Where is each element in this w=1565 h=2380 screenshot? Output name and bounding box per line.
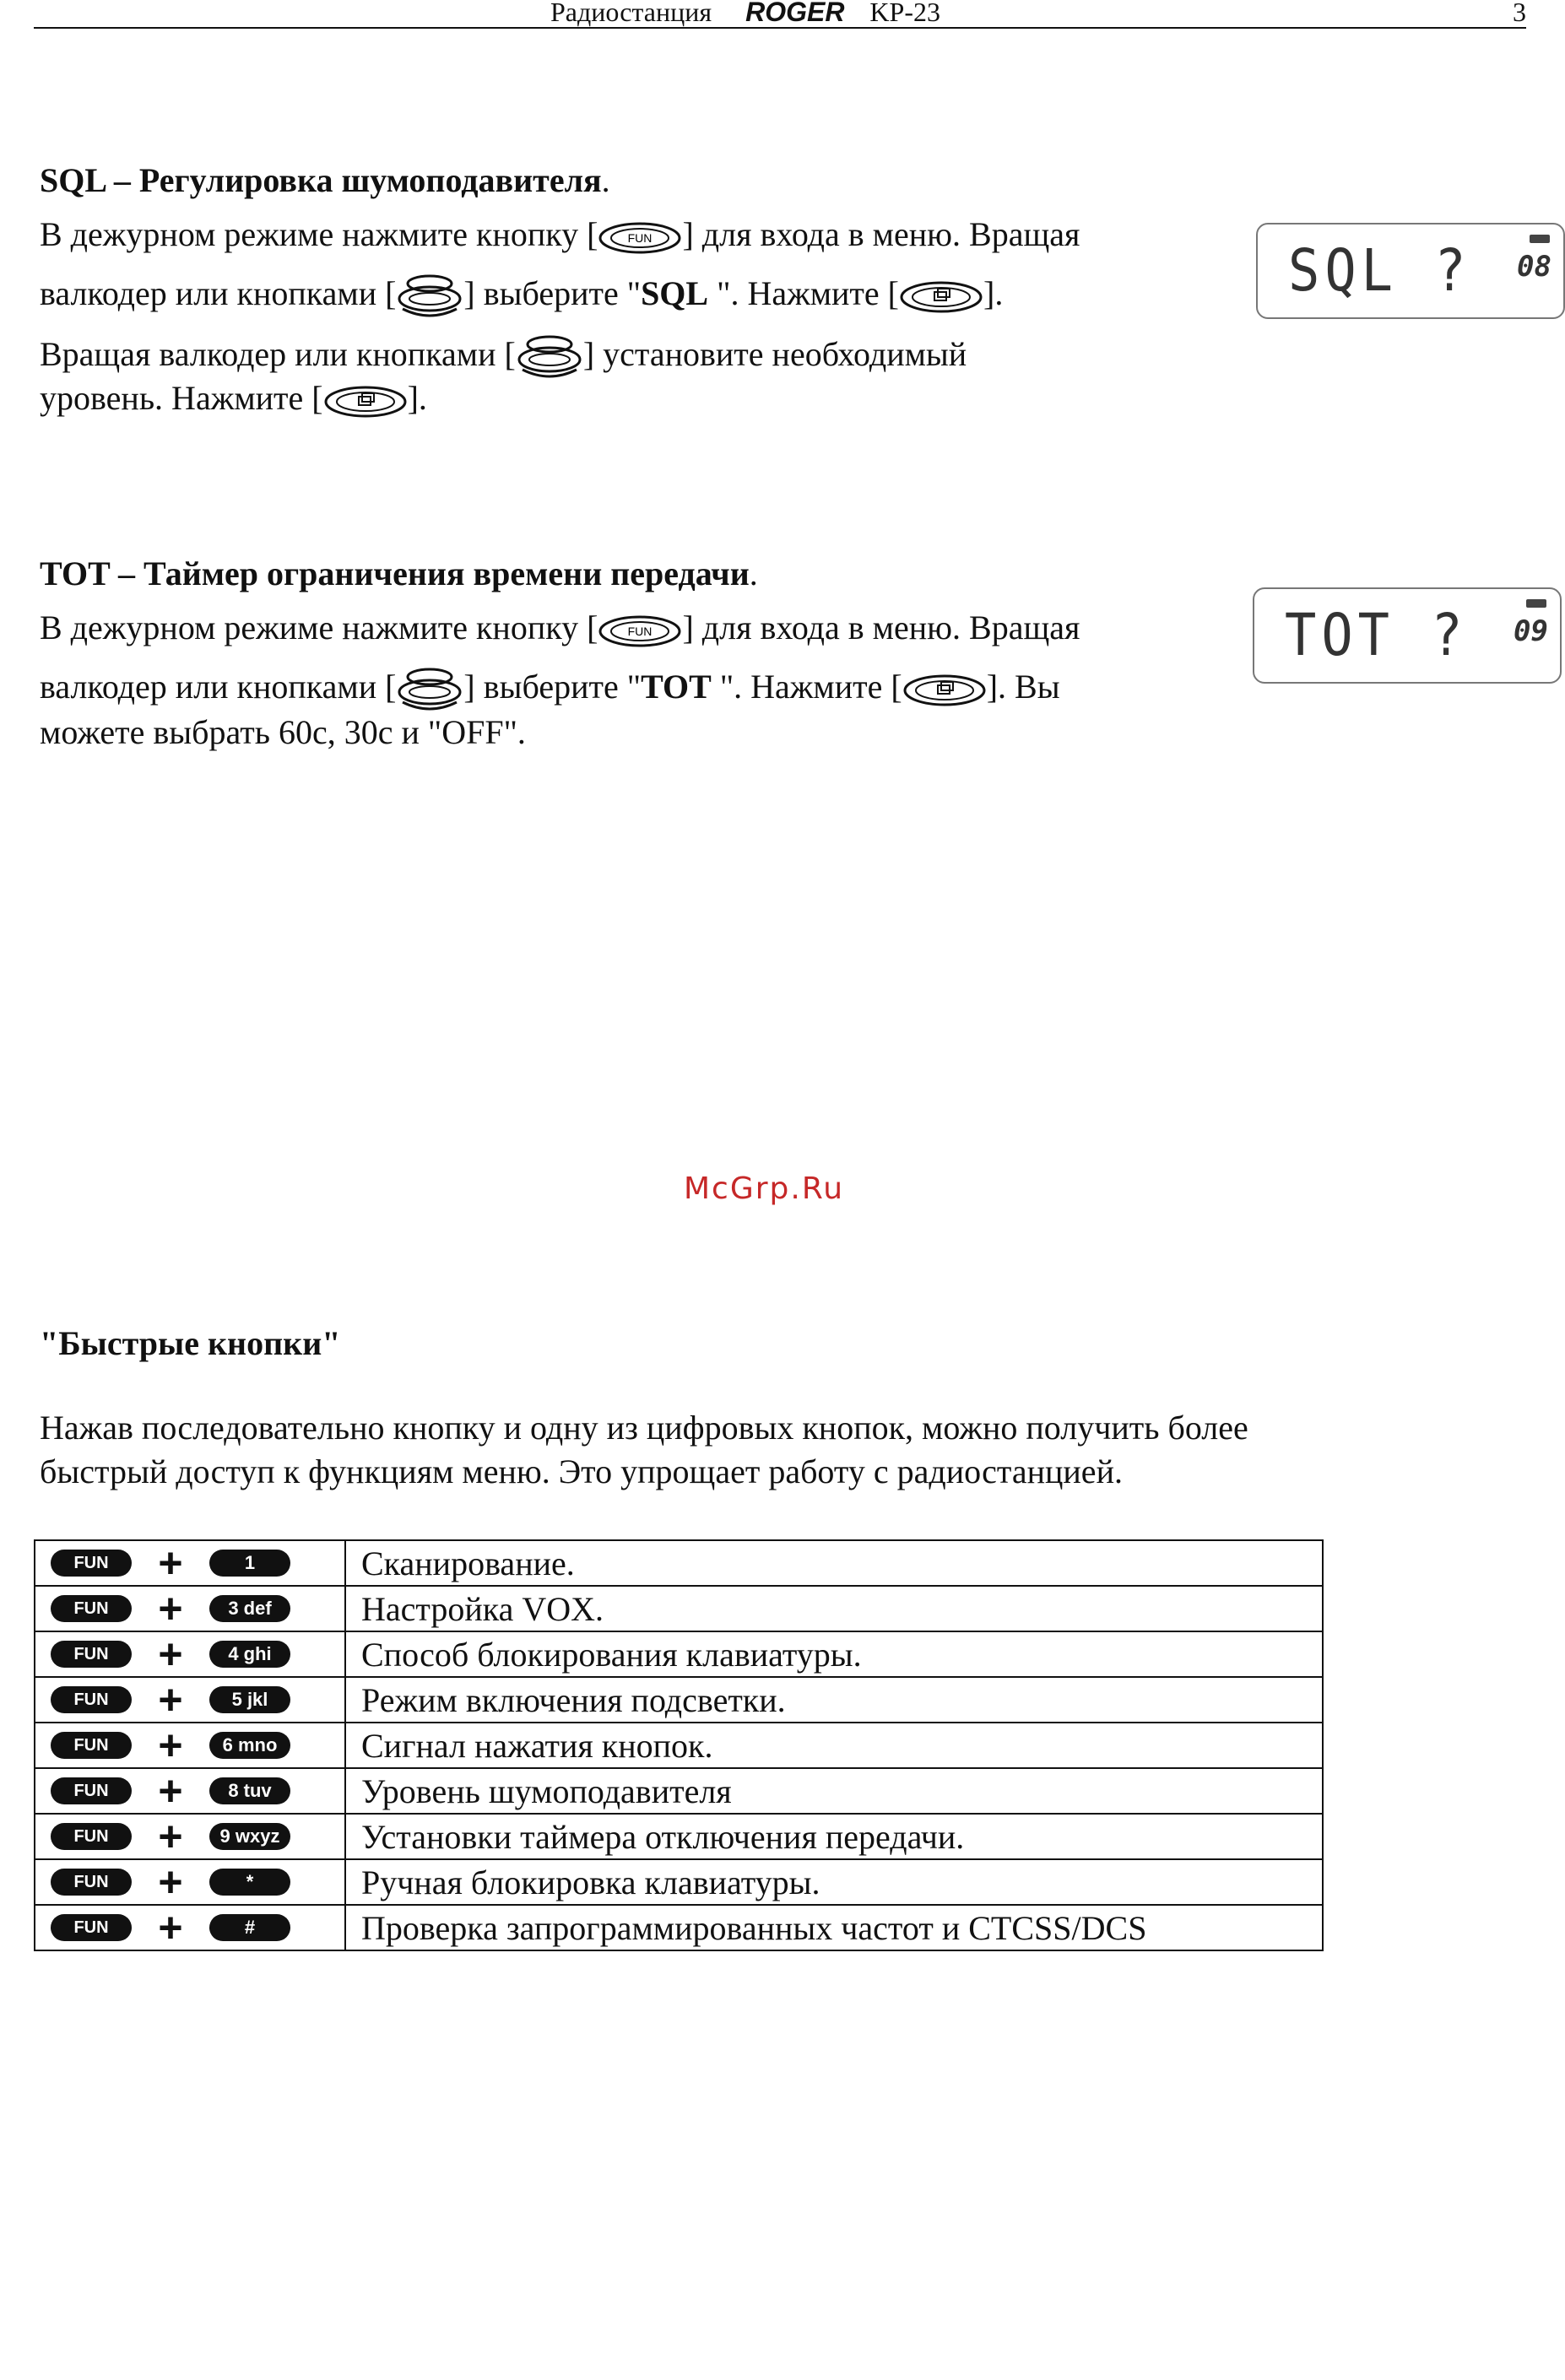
tot-l2c: ". Нажмите [ xyxy=(711,668,902,706)
combo-description: Уровень шумоподавителя xyxy=(345,1768,1323,1814)
tot-l2-bold: TOT xyxy=(641,668,712,706)
combo-description: Ручная блокировка клавиатуры. xyxy=(345,1859,1323,1905)
combo-description: Проверка запрограммированных частот и CTCSS/DCS xyxy=(345,1905,1323,1950)
fun-key-icon: FUN xyxy=(51,1686,132,1713)
updown-key-icon xyxy=(396,272,463,322)
enter-key-icon xyxy=(902,673,987,707)
digit-key-icon: 3 def xyxy=(209,1595,290,1622)
fun-key-icon: FUN xyxy=(51,1869,132,1896)
digit-key-icon: 1 xyxy=(209,1550,290,1577)
combo-description: Настройка VOX. xyxy=(345,1586,1323,1631)
quick-intro-line-1: Нажав последовательно кнопку и одну из цифровых кнопок, можно получить более xyxy=(40,1409,1248,1447)
enter-key-icon xyxy=(323,385,408,419)
header-model: KP-23 xyxy=(869,0,940,27)
plus-icon: + xyxy=(158,1722,183,1769)
sql-l2d: ]. xyxy=(983,274,1004,313)
plus-icon: + xyxy=(158,1676,183,1723)
sql-line-2 xyxy=(40,272,1003,322)
key-combo xyxy=(35,1677,345,1723)
plus-icon: + xyxy=(158,1539,183,1587)
digit-key-icon: 5 jkl xyxy=(209,1686,290,1713)
page-number: 3 xyxy=(1513,0,1526,27)
sql-l2a: валкодер или кнопками [ xyxy=(40,274,397,313)
tot-heading-end: . xyxy=(749,554,758,592)
fun-key-icon: FUN xyxy=(51,1641,132,1668)
tot-l2a: валкодер или кнопками [ xyxy=(40,668,397,706)
digit-key-icon: 6 mno xyxy=(209,1732,290,1759)
sql-l4a: уровень. Нажмите [ xyxy=(40,379,323,417)
key-combo xyxy=(35,1631,345,1677)
tot-line-1 xyxy=(40,608,1080,648)
sql-l3b: ] установите необходимый xyxy=(582,335,967,374)
sql-l4b: ]. xyxy=(407,379,427,417)
sql-l3a: Вращая валкодер или кнопками [ xyxy=(40,335,516,374)
fun-key-icon: FUN xyxy=(51,1732,132,1759)
key-combo xyxy=(35,1814,345,1859)
sql-line-1 xyxy=(40,214,1080,255)
combo-description: Режим включения подсветки. xyxy=(345,1677,1323,1723)
table-row xyxy=(35,1768,1323,1814)
sql-lcd-channel: 08 xyxy=(1517,250,1551,284)
sql-l1a: В дежурном режиме нажмите кнопку [ xyxy=(40,215,598,253)
tot-line-2 xyxy=(40,665,1060,716)
digit-key-icon: 4 ghi xyxy=(209,1641,290,1668)
sql-lcd-text: SQL ? xyxy=(1288,236,1471,305)
battery-icon xyxy=(1530,235,1550,243)
combo-description: Сигнал нажатия кнопок. xyxy=(345,1723,1323,1768)
sql-l2c: ". Нажмите [ xyxy=(708,274,899,313)
plus-icon: + xyxy=(158,1858,183,1906)
plus-icon: + xyxy=(158,1631,183,1678)
header-title-group xyxy=(550,0,940,28)
quick-keys-table xyxy=(34,1539,1324,1951)
hash-key-icon: # xyxy=(209,1914,290,1941)
brand-logo: ROGER xyxy=(745,0,845,27)
table-row xyxy=(35,1859,1323,1905)
star-key-icon: * xyxy=(209,1869,290,1896)
tot-lcd-channel: 09 xyxy=(1514,614,1548,648)
plus-icon: + xyxy=(158,1585,183,1632)
plus-icon: + xyxy=(158,1813,183,1860)
table-row xyxy=(35,1814,1323,1859)
sql-lcd-display xyxy=(1256,223,1565,319)
fun-key-icon: FUN xyxy=(51,1595,132,1622)
tot-l2d: ]. Вы xyxy=(986,668,1060,706)
fun-key-icon xyxy=(598,221,682,255)
tot-heading-text: TOT – Таймер ограничения времени передачи xyxy=(40,554,750,592)
enter-key-icon xyxy=(899,280,983,314)
fun-key-icon: FUN xyxy=(51,1823,132,1850)
updown-key-icon xyxy=(516,333,583,383)
updown-key-icon xyxy=(396,665,463,716)
sql-line-4 xyxy=(40,378,427,419)
battery-icon xyxy=(1526,599,1546,608)
sql-heading xyxy=(40,160,610,200)
key-combo xyxy=(35,1768,345,1814)
combo-description: Установки таймера отключения передачи. xyxy=(345,1814,1323,1859)
key-combo xyxy=(35,1723,345,1768)
quick-intro-line-2: быстрый доступ к функциям меню. Это упрощает работу с радиостанцией. xyxy=(40,1452,1123,1490)
combo-description: Сканирование. xyxy=(345,1540,1323,1586)
table-row xyxy=(35,1586,1323,1631)
fun-key-icon: FUN xyxy=(51,1914,132,1941)
fun-key-label: FUN xyxy=(628,624,653,638)
tot-lcd-text: TOT ? xyxy=(1285,601,1468,669)
plus-icon: + xyxy=(158,1904,183,1951)
digit-key-icon: 9 wxyz xyxy=(209,1823,290,1850)
fun-key-label: FUN xyxy=(628,230,653,245)
digit-key-icon: 8 tuv xyxy=(209,1777,290,1804)
sql-l2b: ] выберите " xyxy=(463,274,642,313)
page-header xyxy=(34,0,1526,29)
quick-heading xyxy=(40,1323,340,1363)
fun-key-icon: FUN xyxy=(51,1550,132,1577)
fun-key-icon: FUN xyxy=(51,1777,132,1804)
watermark: McGrp.Ru xyxy=(684,1171,845,1206)
key-combo xyxy=(35,1586,345,1631)
table-row xyxy=(35,1905,1323,1950)
tot-l3a: можете выбрать 60с, 30с и "OFF". xyxy=(40,713,526,751)
tot-line-3 xyxy=(40,712,526,752)
sql-heading-end: . xyxy=(601,161,610,199)
sql-l2-bold: SQL xyxy=(641,274,709,313)
key-combo xyxy=(35,1905,345,1950)
header-title: Радиостанция xyxy=(550,0,712,27)
sql-line-3 xyxy=(40,333,967,383)
fun-key-icon xyxy=(598,614,682,648)
key-combo xyxy=(35,1540,345,1586)
combo-description: Способ блокирования клавиатуры. xyxy=(345,1631,1323,1677)
quick-heading-text: "Быстрые кнопки" xyxy=(40,1324,341,1362)
tot-l2b: ] выберите " xyxy=(463,668,642,706)
plus-icon: + xyxy=(158,1767,183,1815)
table-row xyxy=(35,1540,1323,1586)
sql-l1b: ] для входа в меню. Вращая xyxy=(682,215,1080,253)
table-row xyxy=(35,1631,1323,1677)
table-row xyxy=(35,1723,1323,1768)
tot-lcd-display xyxy=(1253,587,1562,684)
sql-heading-text: SQL – Регулировка шумоподавителя xyxy=(40,161,602,199)
key-combo xyxy=(35,1859,345,1905)
tot-l1a: В дежурном режиме нажмите кнопку [ xyxy=(40,609,598,646)
tot-l1b: ] для входа в меню. Вращая xyxy=(682,609,1080,646)
table-row xyxy=(35,1677,1323,1723)
tot-heading xyxy=(40,554,758,593)
